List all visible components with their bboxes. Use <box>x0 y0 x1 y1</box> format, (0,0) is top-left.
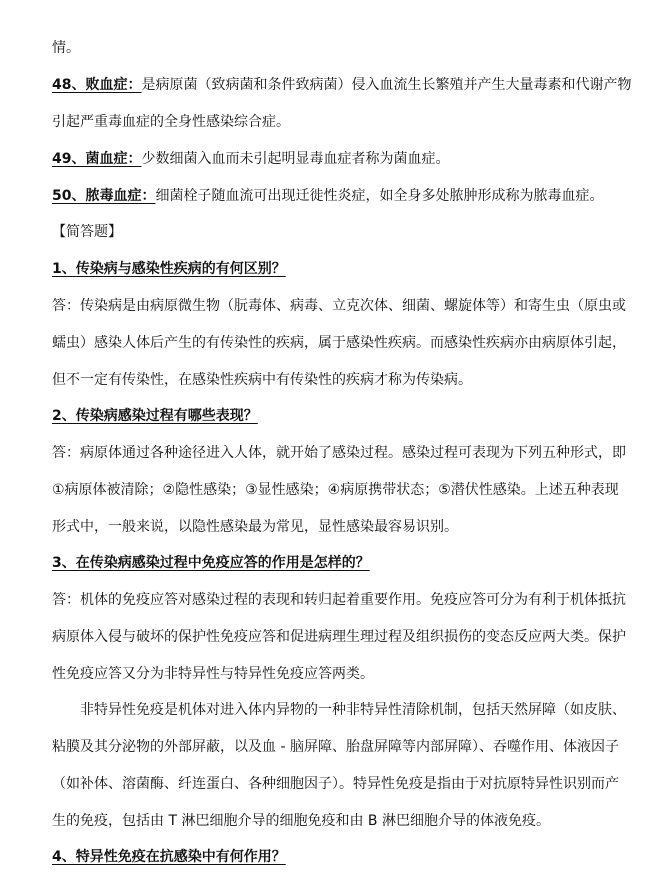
term-50 <box>52 186 631 206</box>
answer-3-line: 生的免疫，包括由 T 淋巴细胞介导的细胞免疫和由 B 淋巴细胞介导的体液免疫。 <box>52 813 550 829</box>
text-line: 引起严重毒血症的全身性感染综合症。 <box>52 114 290 130</box>
term-50-definition: 细菌栓子随血流可出现迁徙性炎症，如全身多处脓肿形成称为脓毒血症。 <box>155 188 604 204</box>
answer-2-line: ①病原体被清除；②隐性感染；③显性感染；④病原携带状态；⑤潜伏性感染。上述五种表现 <box>52 482 619 498</box>
section-heading: 【简答题】 <box>52 224 122 240</box>
question-3: 3、在传染病感染过程中免疫应答的作用是怎样的？ <box>52 555 370 571</box>
answer-1-line: 答：传染病是由病原微生物（朊毒体、病毒、立克次体、细菌、螺旋体等）和寄生虫（原虫或 <box>52 298 626 314</box>
answer-2-line: 答：病原体通过各种途径进入人体，就开始了感染过程。感染过程可表现为下列五种形式，即 <box>52 445 626 461</box>
text-line: 情。 <box>52 40 80 56</box>
term-48-definition: 是病原菌（致病菌和条件致病菌）侵入血流生长繁殖并产生大量毒素和代谢产物 <box>141 77 632 93</box>
answer-1-line: 蠕虫）感染人体后产生的有传染性的疾病，属于感染性疾病。而感染性疾病亦由病原体引起， <box>52 335 626 351</box>
answer-3-line: 粘膜及其分泌物的外部屏蔽，以及血 - 脑屏障、胎盘屏障等内部屏障）、吞噬作用、体液因子 <box>52 739 619 755</box>
term-49 <box>52 149 631 169</box>
answer-3-line: 答：机体的免疫应答对感染过程的表现和转归起着重要作用。免疫应答可分为有利于机体抵抗 <box>52 592 626 608</box>
question-1: 1、传染病与感染性疾病的有何区别？ <box>52 261 286 277</box>
term-48-title: 48、败血症： <box>52 77 142 93</box>
answer-1-line: 但不一定有传染性，在感染性疾病中有传染性的疾病才称为传染病。 <box>52 372 472 388</box>
answer-3-line: 性免疫应答又分为非特异性与特异性免疫应答两类。 <box>52 666 374 682</box>
answer-3-line: 非特异性免疫是机体对进入体内异物的一种非特异性清除机制，包括天然屏障（如皮肤、 <box>80 702 626 718</box>
answer-2-line: 形式中，一般来说，以隐性感染最为常见，显性感染最容易识别。 <box>52 519 458 535</box>
term-48 <box>52 75 631 95</box>
term-49-title: 49、菌血症： <box>52 151 142 167</box>
answer-3-line: （如补体、溶菌酶、纤连蛋白、各种细胞因子）。特异性免疫是指由于对抗原特异性识别而产 <box>52 776 619 792</box>
answer-3-line: 病原体入侵与破坏的保护性免疫应答和促进病理生理过程及组织损伤的变态反应两大类。保护 <box>52 629 626 645</box>
term-49-definition: 少数细菌入血而未引起明显毒血症者称为菌血症。 <box>141 151 450 167</box>
term-50-title: 50、脓毒血症： <box>52 188 156 204</box>
question-4: 4、特异性免疫在抗感染中有何作用？ <box>52 849 286 865</box>
question-2: 2、传染病感染过程有哪些表现？ <box>52 408 258 424</box>
